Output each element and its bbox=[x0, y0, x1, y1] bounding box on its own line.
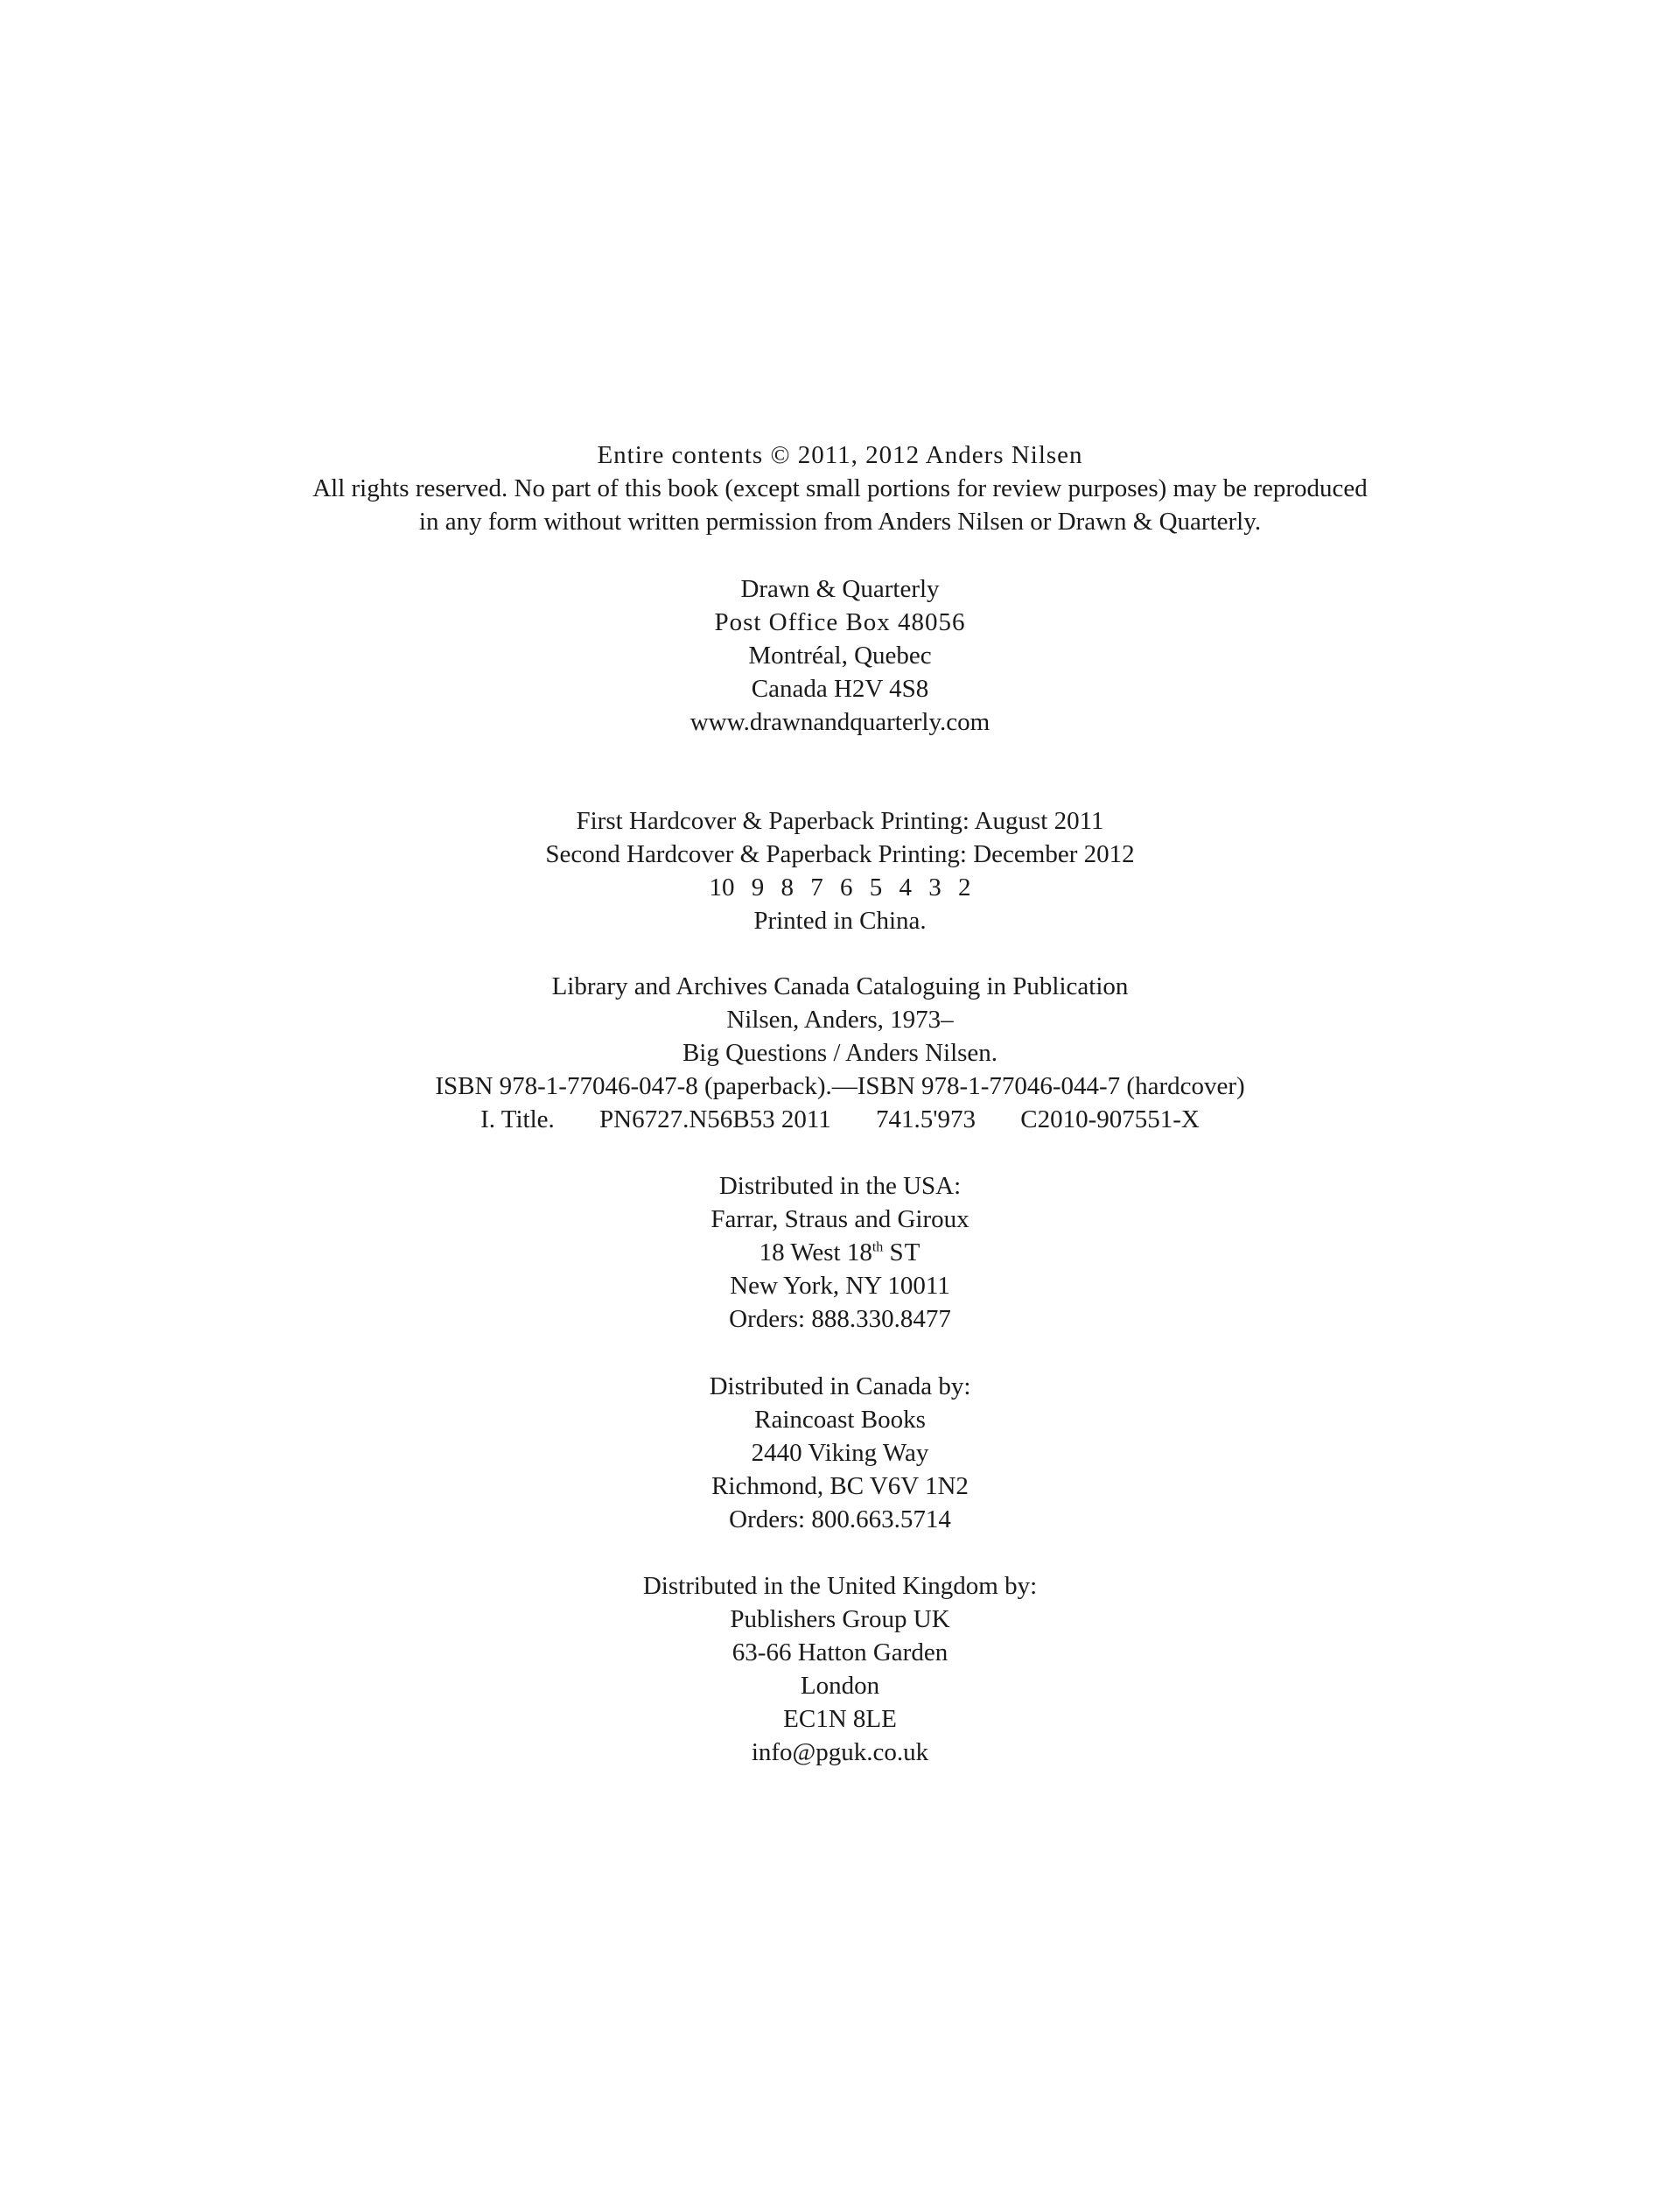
printing-history bbox=[0, 804, 1680, 937]
publisher-website: www.drawnandquarterly.com bbox=[690, 708, 990, 736]
printing-number: 7 bbox=[810, 873, 823, 902]
second-printing: Second Hardcover & Paperback Printing: December 2012 bbox=[545, 840, 1135, 868]
usa-orders: Orders: 888.330.8477 bbox=[729, 1305, 951, 1333]
printing-number: 9 bbox=[751, 873, 765, 902]
copyright-notice bbox=[0, 438, 1680, 538]
distribution-uk bbox=[0, 1569, 1680, 1769]
first-printing: First Hardcover & Paperback Printing: August 2011 bbox=[576, 807, 1104, 835]
distribution-usa bbox=[0, 1169, 1680, 1336]
cip-class-item: I. Title. bbox=[480, 1105, 555, 1133]
printing-number: 5 bbox=[869, 873, 883, 902]
usa-street-end: ST bbox=[889, 1238, 921, 1266]
copyright-line: Entire contents © 2011, 2012 Anders Nilsen bbox=[597, 441, 1083, 469]
usa-heading: Distributed in the USA: bbox=[718, 1172, 962, 1200]
printing-numbers bbox=[0, 871, 1680, 904]
canada-city: Richmond, BC V6V 1N2 bbox=[711, 1472, 969, 1500]
printing-number: 8 bbox=[780, 873, 794, 902]
cip-isbn: ISBN 978-1-77046-047-8 (paperback).—ISBN 978-1-77046-044-7 (hardcover) bbox=[435, 1072, 1245, 1100]
publisher-address bbox=[0, 572, 1680, 739]
canada-orders: Orders: 800.663.5714 bbox=[729, 1505, 951, 1533]
uk-city: London bbox=[800, 1672, 880, 1700]
distribution-canada bbox=[0, 1370, 1680, 1536]
uk-distributor: Publishers Group UK bbox=[730, 1605, 950, 1633]
usa-distributor: Farrar, Straus and Giroux bbox=[710, 1205, 970, 1233]
publisher-country: Canada H2V 4S8 bbox=[751, 675, 929, 703]
printing-number: 6 bbox=[840, 873, 853, 902]
cip-classification bbox=[0, 1103, 1680, 1136]
cip-heading: Library and Archives Canada Cataloguing in Publication bbox=[551, 972, 1129, 1000]
publisher-box: Post Office Box 48056 bbox=[714, 608, 966, 636]
printing-number: 3 bbox=[928, 873, 942, 902]
publisher-city: Montréal, Quebec bbox=[748, 642, 932, 670]
canada-distributor: Raincoast Books bbox=[754, 1406, 926, 1434]
usa-street bbox=[0, 1236, 1680, 1269]
cataloguing-in-publication bbox=[0, 970, 1680, 1136]
uk-email: info@pguk.co.uk bbox=[751, 1738, 929, 1766]
usa-street-number: 18 West 18 bbox=[759, 1238, 872, 1266]
canada-heading: Distributed in Canada by: bbox=[709, 1372, 971, 1400]
uk-postcode: EC1N 8LE bbox=[783, 1705, 897, 1733]
cip-title: Big Questions / Anders Nilsen. bbox=[682, 1039, 998, 1067]
printing-number: 2 bbox=[958, 873, 971, 902]
cip-class-item: 741.5'973 bbox=[876, 1105, 976, 1133]
canada-street: 2440 Viking Way bbox=[751, 1439, 929, 1467]
uk-heading: Distributed in the United Kingdom by: bbox=[642, 1572, 1038, 1600]
printed-in: Printed in China. bbox=[753, 907, 927, 935]
usa-city: New York, NY 10011 bbox=[730, 1272, 950, 1300]
uk-street: 63-66 Hatton Garden bbox=[732, 1638, 948, 1666]
printing-number: 4 bbox=[899, 873, 912, 902]
printing-number: 10 bbox=[709, 873, 735, 902]
usa-street-suffix: th bbox=[872, 1239, 884, 1255]
publisher-name: Drawn & Quarterly bbox=[740, 575, 940, 603]
permission-line: in any form without written permission from Anders Nilsen or Drawn & Quarterly. bbox=[418, 508, 1262, 536]
cip-author: Nilsen, Anders, 1973– bbox=[726, 1006, 954, 1034]
cip-class-item: PN6727.N56B53 2011 bbox=[599, 1105, 831, 1133]
cip-class-item: C2010-907551-X bbox=[1020, 1105, 1200, 1133]
rights-reserved-line: All rights reserved. No part of this book (except small portions for review purposes) may be reproduced bbox=[312, 474, 1368, 502]
